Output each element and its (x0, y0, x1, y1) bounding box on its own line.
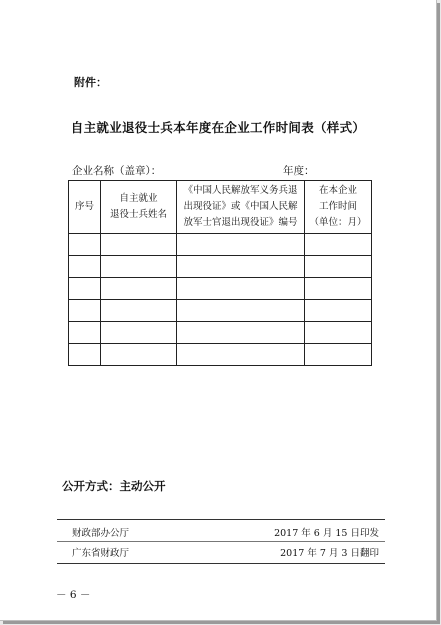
table-cell (101, 278, 177, 300)
header-line: 序号 (74, 201, 94, 212)
year-label: 年度： (283, 165, 315, 177)
footer-rule-bottom (57, 563, 385, 564)
table-cell (305, 234, 372, 256)
footer-date-2: 2017 年 7 月 3 日翻印 (280, 548, 379, 559)
table-header-row (69, 181, 372, 234)
table-row (69, 234, 372, 256)
footer-issuer-1: 财政部办公厅 (72, 528, 130, 539)
table-cell (177, 300, 305, 322)
table-row (69, 256, 372, 278)
footer-rule-top (57, 519, 385, 520)
table-cell (305, 344, 372, 366)
work-time-table (68, 180, 372, 366)
attachment-label: 附件： (74, 76, 107, 89)
table-cell (101, 300, 177, 322)
header-line: 自主就业 (119, 193, 158, 204)
table-cell (69, 278, 101, 300)
header-serial-number (69, 181, 101, 234)
table-row (69, 278, 372, 300)
table-cell (177, 234, 305, 256)
table-cell (305, 322, 372, 344)
table-cell (177, 322, 305, 344)
table-row (69, 322, 372, 344)
table-cell (101, 344, 177, 366)
page-number: － 6 － (56, 589, 91, 601)
table-title: 自主就业退役士兵本年度在企业工作时间表（样式） (70, 120, 366, 135)
header-line: 退役士兵姓名 (109, 209, 167, 220)
table-cell (69, 322, 101, 344)
footer-rule-middle (57, 541, 385, 542)
footer-issuer-2: 广东省财政厅 (72, 548, 130, 559)
header-veteran-name (101, 181, 177, 234)
table-cell (177, 344, 305, 366)
disclosure-method: 公开方式：主动公开 (62, 479, 166, 493)
table-cell (101, 256, 177, 278)
header-line: （单位：月） (309, 217, 367, 228)
header-line: 放军士官退出现役证》编号 (183, 217, 298, 228)
footer-date-1: 2017 年 6 月 15 日印发 (274, 528, 379, 539)
table-cell (177, 278, 305, 300)
table-cell (69, 300, 101, 322)
table-cell (305, 300, 372, 322)
company-name-label: 企业名称（盖章）： (72, 165, 162, 177)
header-certificate-number (177, 181, 305, 234)
header-line: 工作时间 (318, 201, 357, 212)
table-cell (101, 234, 177, 256)
table-cell (69, 234, 101, 256)
table-cell (305, 256, 372, 278)
table-cell (305, 278, 372, 300)
header-line: 出现役证》或《中国人民解 (183, 201, 298, 212)
table-cell (69, 256, 101, 278)
header-work-time (305, 181, 372, 234)
header-line: 在本企业 (318, 185, 357, 196)
table-row (69, 300, 372, 322)
table-body (69, 234, 372, 366)
table-cell (177, 256, 305, 278)
table-row (69, 344, 372, 366)
header-line: 《中国人民解放军义务兵退 (183, 185, 298, 196)
table-cell (69, 344, 101, 366)
table-cell (101, 322, 177, 344)
